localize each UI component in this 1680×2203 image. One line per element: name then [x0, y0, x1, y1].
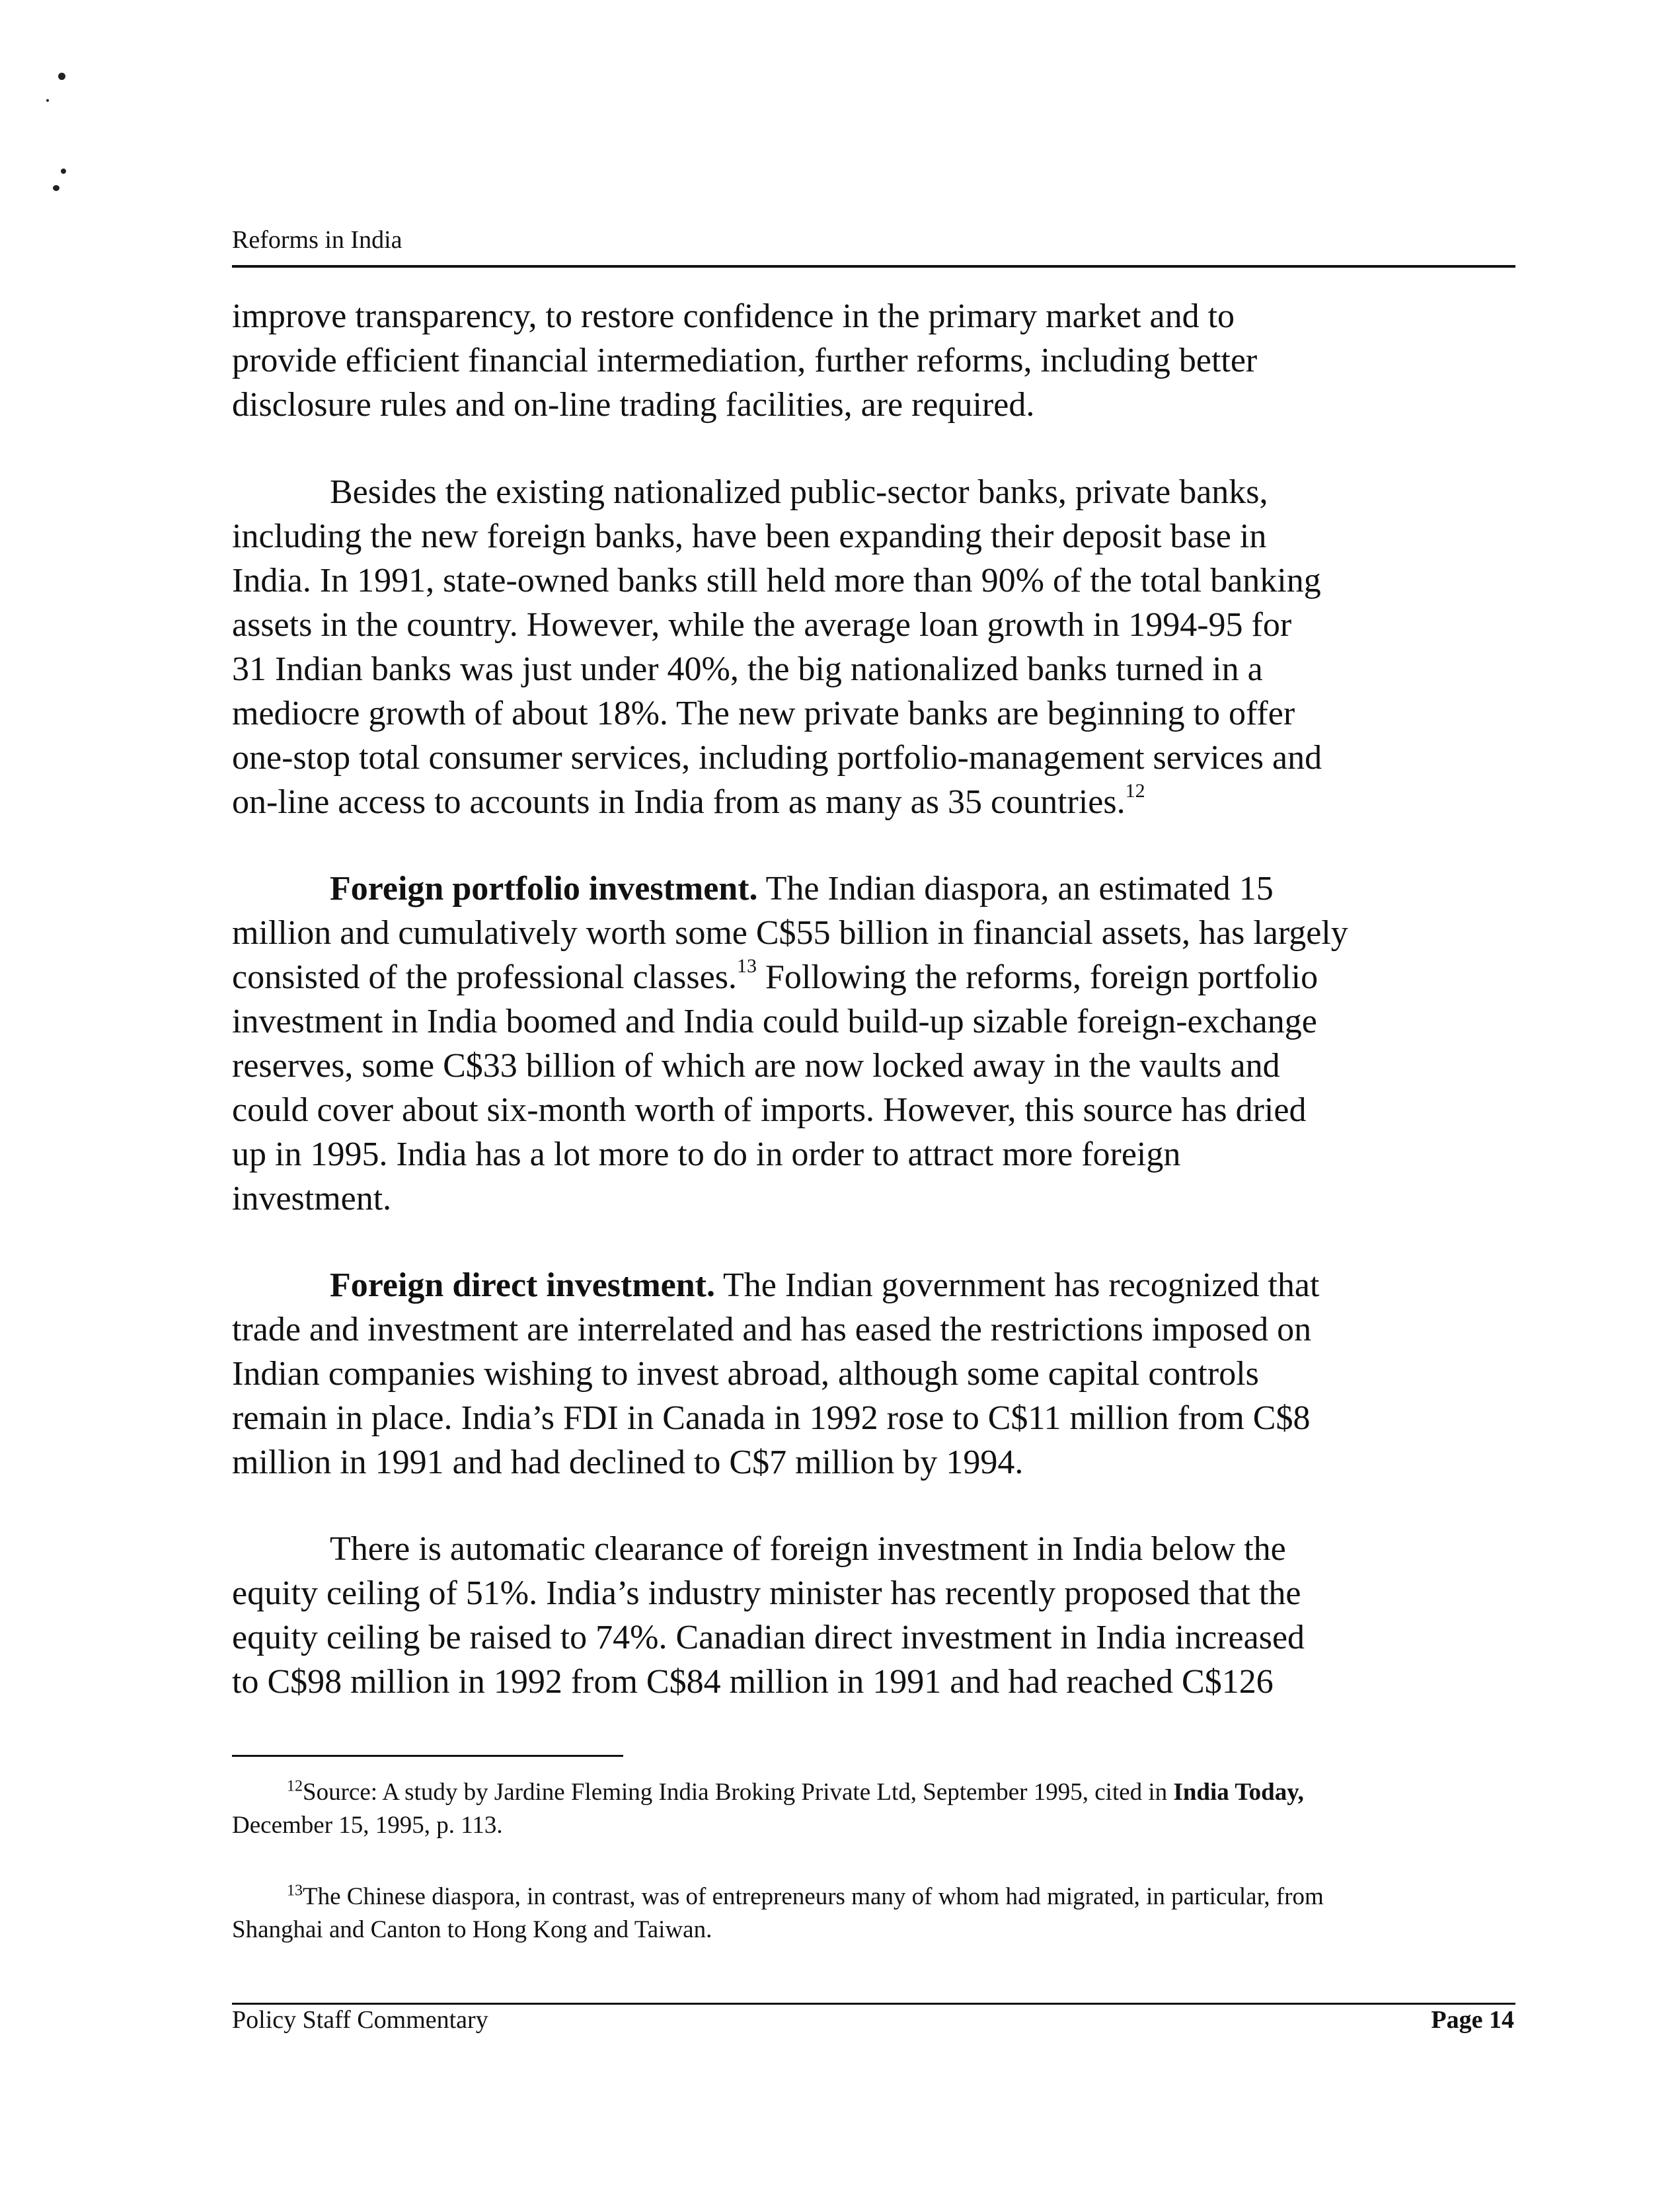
scan-speck: [61, 169, 66, 174]
text-line: remain in place. India’s FDI in Canada in 1992 rose to C$11 million from C$8: [232, 1399, 1311, 1437]
page-number: Page 14: [1431, 2006, 1514, 2034]
text-line: There is automatic clearance of foreign investment in India below the: [330, 1530, 1286, 1568]
running-header-title: Reforms in India: [232, 226, 402, 254]
text-fragment: The Indian diaspora, an estimated 15: [757, 870, 1274, 908]
text-line: up in 1995. India has a lot more to do in order to attract more foreign: [232, 1136, 1181, 1173]
text-line: trade and investment are interrelated and has eased the restrictions imposed on: [232, 1311, 1312, 1348]
section-heading-portfolio: Foreign portfolio investment.: [330, 870, 758, 908]
text-line: investment in India boomed and India could build-up sizable foreign-exchange: [232, 1003, 1317, 1040]
text-fragment: The Indian government has recognized that: [714, 1266, 1320, 1304]
text-line: India. In 1991, state-owned banks still held more than 90% of the total banking: [232, 562, 1321, 599]
text-line: investment.: [232, 1180, 392, 1217]
text-line: Besides the existing nationalized public-sector banks, private banks,: [330, 473, 1268, 511]
text-line: million in 1991 and had declined to C$7 million by 1994.: [232, 1444, 1024, 1481]
paragraph-2: [232, 470, 1515, 824]
footer-rule: [232, 2003, 1515, 2005]
footnote-line: December 15, 1995, p. 113.: [232, 1812, 503, 1839]
text-fragment: on-line access to accounts in India from as many as 35 countries.: [232, 783, 1126, 821]
text-line: could cover about six-month worth of imports. However, this source has dried: [232, 1091, 1307, 1129]
text-line: [232, 780, 1515, 824]
footnote-rule: [232, 1755, 623, 1757]
text-fragment: Following the reforms, foreign portfolio: [756, 958, 1318, 996]
text-line: assets in the country. However, while the average loan growth in 1994-95 for: [232, 606, 1292, 644]
paragraph-foreign-portfolio-investment: [232, 867, 1515, 1221]
scan-speck: [53, 185, 59, 191]
text-line: provide efficient financial intermediation, further reforms, including better: [232, 342, 1258, 379]
text-line: equity ceiling be raised to 74%. Canadian direct investment in India increased: [232, 1619, 1305, 1656]
text-line: [232, 955, 1515, 999]
header-rule: [232, 265, 1515, 268]
text-line: 31 Indian banks was just under 40%, the big nationalized banks turned in a: [232, 650, 1263, 688]
footnote-mark: 13: [287, 1882, 303, 1900]
paragraph-foreign-direct-investment: [232, 1263, 1515, 1485]
scan-speck: [58, 73, 65, 80]
text-line: equity ceiling of 51%. India’s industry minister has recently proposed that the: [232, 1574, 1301, 1612]
text-fragment: Source: A study by Jardine Fleming India Broking Private Ltd, September 1995, cited in: [303, 1779, 1174, 1806]
section-heading-direct: Foreign direct investment.: [330, 1266, 715, 1304]
text-line: [232, 867, 1515, 911]
cited-publication: India Today,: [1173, 1779, 1304, 1806]
paragraph-1: [232, 294, 1515, 427]
footnote-reference-12: 12: [1125, 779, 1145, 802]
text-fragment: consisted of the professional classes.: [232, 958, 737, 996]
paragraph-5: [232, 1527, 1515, 1704]
text-line: improve transparency, to restore confidence in the primary market and to: [232, 297, 1235, 335]
text-line: [232, 1263, 1515, 1307]
text-fragment: The Chinese diaspora, in contrast, was of entrepreneurs many of whom had migrated, in particular, from: [303, 1883, 1324, 1910]
footnote-reference-13: 13: [736, 954, 757, 977]
scan-speck: [46, 99, 49, 102]
text-line: Indian companies wishing to invest abroad, although some capital controls: [232, 1355, 1259, 1393]
footnote-13: [232, 1880, 1515, 1947]
text-line: mediocre growth of about 18%. The new private banks are beginning to offer: [232, 695, 1295, 732]
text-line: million and cumulatively worth some C$55 billion in financial assets, has largely: [232, 914, 1348, 952]
text-line: including the new foreign banks, have been expanding their deposit base in: [232, 518, 1267, 555]
footnote-12: [232, 1776, 1515, 1842]
footnote-line: [232, 1880, 1515, 1913]
text-line: to C$98 million in 1992 from C$84 million in 1991 and had reached C$126: [232, 1663, 1274, 1701]
footnote-line: Shanghai and Canton to Hong Kong and Taiwan.: [232, 1916, 712, 1943]
text-line: disclosure rules and on-line trading facilities, are required.: [232, 386, 1035, 424]
text-line: one-stop total consumer services, including portfolio-management services and: [232, 739, 1322, 777]
footnote-mark: 12: [287, 1777, 303, 1795]
footer-publication: Policy Staff Commentary: [232, 2006, 488, 2034]
footnote-line: [232, 1776, 1515, 1809]
text-line: reserves, some C$33 billion of which are now locked away in the vaults and: [232, 1047, 1280, 1085]
